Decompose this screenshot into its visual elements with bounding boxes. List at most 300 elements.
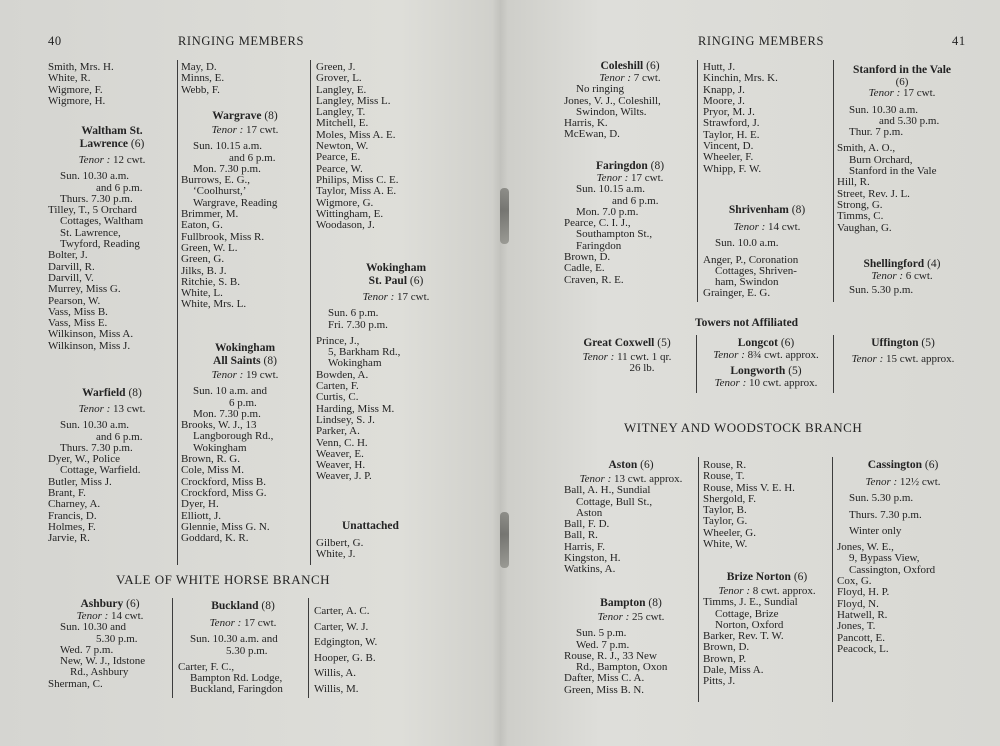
member-name: Burrows, E. G., [181, 174, 251, 187]
member-name: Kinchin, Mrs. K. [703, 72, 778, 85]
column-3 [316, 62, 476, 231]
member-name: Ball, R. [564, 529, 598, 542]
tower-name: Shrivenham [728, 204, 789, 216]
tower-name: Brize Norton [726, 571, 791, 583]
member-name: Rouse, T. [703, 470, 745, 483]
tenor-value: 12 cwt. [113, 154, 146, 166]
practice-time: Thurs. 7.30 p.m. [60, 441, 133, 454]
member-name: Hatwell, R. [837, 608, 888, 621]
member-name: 5, Barkham Rd., [328, 346, 401, 359]
member-name: Cox, G. [837, 575, 872, 588]
member-name: Mitchell, E. [316, 117, 369, 130]
tower-faringdon [564, 160, 696, 286]
tower-name: Longworth [730, 365, 786, 377]
member-name: Sherman, C. [48, 677, 103, 690]
member-name: Carter, F. C., [178, 660, 235, 673]
member-name: Willis, A. [314, 667, 357, 679]
tower-name: Coleshill [600, 60, 644, 72]
member-name: May, D. [181, 61, 217, 73]
member-name: Floyd, H. P. [837, 586, 890, 599]
member-name: Dafter, Miss C. A. [564, 672, 645, 685]
member-name: White, R. [48, 72, 91, 85]
member-name: Dyer, H. [181, 498, 219, 511]
bell-count: (6) [780, 337, 795, 349]
member-name: Langborough Rd., [193, 430, 274, 443]
member-name: Barker, Rev. T. W. [703, 630, 784, 643]
tenor-value: 19 cwt. [246, 369, 279, 381]
member-name: Wigmore, H. [48, 94, 106, 107]
practice-time: Mon. 7.30 p.m. [193, 407, 261, 420]
column-1 [48, 62, 176, 107]
member-name: Norton, Oxford [715, 618, 784, 631]
member-name: Buckland, Faringdon [190, 683, 283, 696]
practice-time: Wed. 7 p.m. [60, 643, 114, 656]
member-name: Pearce, W. [316, 162, 363, 175]
service-time: Sun. 10 a.m. and [193, 385, 267, 398]
service-time: Sun. 10.30 a.m. [60, 419, 130, 432]
member-name: Shergold, F. [703, 492, 757, 505]
bell-count: (5) [921, 337, 935, 349]
member-name: Kingston, H. [564, 552, 621, 565]
member-name: Langley, E. [316, 83, 367, 96]
member-name: Crockford, Miss B. [181, 475, 266, 488]
service-time: Sun. 5.30 p.m. [849, 284, 914, 297]
column-2 [703, 62, 831, 175]
member-name: Bowden, A. [316, 368, 369, 381]
tenor-value: 13 cwt. approx. [614, 473, 683, 485]
member-name: Pryor, M. J. [703, 106, 755, 119]
member-name: Taylor, Miss A. E. [316, 185, 397, 198]
member-name: Green, W. L. [181, 241, 238, 254]
tower-uffington [836, 337, 970, 365]
member-name: Eaton, G. [181, 219, 223, 232]
member-name: Wokingham [328, 357, 382, 370]
tenor-label: Tenor : [78, 154, 111, 166]
branch-title: WITNEY AND WOODSTOCK BRANCH [624, 420, 863, 435]
member-name: Dyer, W., Police [48, 453, 120, 466]
member-name: Carten, F. [316, 380, 359, 393]
tenor-label: Tenor : [599, 72, 632, 84]
tower-coleshill [564, 60, 696, 141]
bell-count: (6) [924, 459, 939, 471]
tower-wargrave [181, 110, 309, 311]
member-name: Green, Miss B. N. [564, 683, 645, 696]
member-name: Harris, F. [564, 540, 605, 553]
member-name: Burn Orchard, [849, 153, 913, 166]
tower-name: Uffington [871, 337, 919, 349]
member-name: Hooper, G. B. [314, 651, 376, 664]
member-name: Southampton St., [576, 228, 653, 241]
tower-name: Buckland [211, 600, 259, 612]
tower-wokingham-st-paul [316, 262, 476, 483]
practice-time: Thur. 7 p.m. [849, 126, 904, 139]
tenor-label: Tenor : [713, 349, 745, 361]
column-rule [172, 598, 173, 698]
member-name: Ball, F. D. [564, 518, 610, 531]
tenor-label: Tenor : [865, 476, 898, 488]
member-name: Jilks, B. J. [181, 264, 227, 277]
tower-longworth [699, 365, 833, 389]
member-name: Vaughan, G. [837, 221, 892, 234]
practice-time: Wed. 7 p.m. [576, 638, 630, 651]
right-page [500, 0, 1000, 746]
tenor-value: 17 cwt. [631, 172, 664, 184]
member-name: Knapp, J. [703, 83, 745, 96]
witney-column-2 [703, 460, 831, 550]
tenor-label: Tenor : [78, 403, 111, 415]
service-time: and 6 p.m. [612, 194, 659, 207]
tower-ashbury [48, 598, 172, 690]
member-name: White, Mrs. L. [181, 298, 247, 311]
column-rule [833, 60, 834, 302]
tower-shellingford [837, 258, 967, 297]
service-note: Winter only [849, 524, 902, 537]
column-rule [308, 598, 309, 698]
member-name: Gilbert, G. [316, 537, 364, 549]
service-time: Sun. 10.30 a.m. [60, 170, 130, 183]
member-name: Brown, D. [703, 641, 750, 654]
member-name: Cottage, Brize [715, 607, 779, 620]
tenor-label: Tenor : [597, 611, 630, 623]
member-name: Harding, Miss M. [316, 402, 395, 415]
bell-count: (8) [650, 160, 665, 172]
member-name: Murrey, Miss G. [48, 283, 121, 296]
member-name: Philips, Miss C. E. [316, 173, 399, 186]
member-name: Bampton Rd. Lodge, [190, 672, 283, 685]
tenor-value: 14 cwt. [111, 610, 144, 622]
tower-name: Great Coxwell [583, 337, 655, 349]
member-name: Butler, Miss J. [48, 475, 112, 488]
service-note: No ringing [576, 83, 624, 96]
service-time: Sun. 10.30 a.m. [849, 103, 919, 116]
tenor-value: 8 cwt. approx. [752, 585, 816, 597]
member-name: Vincent, D. [703, 140, 754, 153]
member-name: Wheeler, G. [703, 526, 757, 539]
member-name: Dale, Miss A. [703, 664, 764, 677]
member-name: Strong, G. [837, 198, 883, 211]
bell-count: (4) [927, 258, 941, 270]
tenor-value-cont: 26 lb. [629, 362, 655, 375]
column-2 [181, 62, 309, 96]
service-time: Sun. 5.30 p.m. [849, 492, 914, 505]
tenor-value: 12½ cwt. [899, 476, 941, 488]
member-name: Darvill, R. [48, 260, 95, 273]
column-rule [832, 457, 833, 702]
member-name: Edgington, W. [314, 636, 378, 648]
member-name: Cottage, Bull St., [576, 495, 653, 508]
tenor-value: 25 cwt. [632, 611, 665, 623]
member-name: Hutt, J. [703, 61, 736, 73]
tower-name: Bampton [600, 597, 646, 609]
service-time: and 5.30 p.m. [879, 114, 940, 127]
tower-aston [564, 459, 698, 576]
tenor-label: Tenor : [362, 291, 395, 303]
bell-count: (8) [648, 597, 662, 609]
tower-name: Wokingham [214, 342, 276, 354]
practice-time: Fri. 7.30 p.m. [328, 318, 388, 331]
member-name: Aston [576, 506, 603, 519]
member-name: Ritchie, S. B. [181, 275, 240, 288]
tower-bampton [564, 597, 698, 696]
bell-count: (6) [640, 459, 654, 471]
member-name: Brown, D. [564, 251, 611, 264]
member-name: Faringdon [576, 239, 622, 252]
member-name: Hill, R. [837, 176, 870, 189]
tower-name: St. Paul [368, 275, 408, 287]
member-name: Newton, W. [316, 140, 369, 153]
member-name: Carter, A. C. [314, 605, 370, 617]
member-name: Harris, K. [564, 117, 608, 130]
running-header-left: RINGING MEMBERS [178, 34, 305, 48]
member-name: Minns, E. [181, 72, 225, 85]
tenor-label: Tenor : [579, 473, 612, 485]
service-time: Sun. 10.0 a.m. [715, 237, 779, 250]
tenor-label: Tenor : [76, 610, 109, 622]
tenor-label: Tenor : [596, 172, 629, 184]
service-time: and 6 p.m. [229, 151, 276, 164]
member-name: Francis, D. [48, 509, 97, 522]
column-rule [833, 335, 834, 393]
running-header-right: RINGING MEMBERS [698, 34, 825, 48]
column-rule [177, 60, 178, 565]
member-name: Stanford in the Vale [849, 165, 937, 178]
tower-name: Wargrave [212, 110, 262, 122]
tenor-value: 14 cwt. [768, 221, 801, 233]
member-name: Weaver, E. [316, 447, 364, 460]
bell-count: (6) [126, 598, 140, 610]
tenor-label: Tenor : [211, 369, 244, 381]
member-name: Craven, R. E. [564, 273, 624, 286]
member-name: Grover, L. [316, 72, 362, 85]
bell-count: (6) [895, 76, 909, 88]
member-name: New, W. J., Idstone [60, 655, 146, 668]
member-name: Webb, F. [181, 83, 220, 96]
tower-stanford-in-the-vale [837, 64, 967, 234]
member-name: Charney, A. [48, 498, 101, 511]
member-name: Cottage, Warfield. [60, 464, 141, 477]
column-rule [696, 335, 697, 393]
practice-time: Thurs. 7.30 p.m. [60, 192, 133, 205]
bell-count: (6) [646, 60, 660, 72]
tenor-label: Tenor : [851, 353, 884, 365]
column-rule [697, 60, 698, 302]
member-name: Lindsey, S. J. [316, 413, 375, 426]
member-name: Wilkinson, Miss A. [48, 328, 134, 341]
member-name: Moles, Miss A. E. [316, 128, 396, 141]
member-name: Pearson, W. [48, 294, 101, 307]
member-name: Glennie, Miss G. N. [181, 520, 270, 533]
vale-column-3 [314, 604, 464, 697]
member-name: Swindon, Wilts. [576, 105, 647, 118]
tenor-value: 13 cwt. [113, 403, 146, 415]
member-name: Rd., Ashbury [70, 666, 129, 679]
tower-longcot [699, 337, 833, 361]
member-name: Pitts, J. [703, 675, 736, 688]
bell-count: (8) [263, 355, 277, 367]
member-name: Cottages, Shriven- [715, 264, 797, 277]
service-time: and 6 p.m. [96, 181, 143, 194]
section-title: Unattached [342, 520, 399, 532]
member-name: Smith, A. O., [837, 142, 896, 155]
bell-count: (6) [409, 275, 424, 287]
tower-name: Longcot [737, 337, 778, 349]
member-name: Brimmer, M. [181, 208, 239, 221]
member-name: Venn, C. H. [316, 436, 368, 449]
bell-count: (8) [264, 110, 278, 122]
member-name: Brant, F. [48, 487, 86, 500]
tower-name: Shellingford [863, 258, 925, 270]
member-name: Brown, R. G. [181, 453, 240, 466]
member-name: 9, Bypass View, [849, 552, 920, 565]
member-name: Wargrave, Reading [193, 196, 278, 209]
member-name: Peacock, L. [837, 642, 889, 655]
tenor-label: Tenor : [209, 617, 242, 629]
practice-time: Thurs. 7.30 p.m. [849, 508, 922, 521]
member-name: Cottages, Waltham [60, 215, 144, 228]
book-spine [492, 0, 508, 746]
member-name: Green, J. [316, 61, 356, 73]
tenor-label: Tenor : [868, 87, 901, 100]
tower-wokingham-all-saints [181, 342, 309, 544]
tower-name: Lawrence [79, 138, 129, 150]
member-name: Elliott, J. [181, 509, 222, 522]
member-name: Jones, T. [837, 620, 876, 633]
member-name: White, L. [181, 287, 223, 300]
tenor-value: 17 cwt. [246, 124, 279, 136]
tower-brize-norton [703, 571, 831, 688]
member-name: Wheeler, F. [703, 151, 754, 164]
member-name: Fullbrook, Miss R. [181, 230, 265, 243]
tower-name: Ashbury [80, 598, 124, 610]
member-name: Vass, Miss B. [48, 305, 108, 318]
tower-name: Wokingham [365, 262, 427, 274]
tenor-value: 8¾ cwt. approx. [747, 349, 819, 361]
member-name: Taylor, G. [703, 515, 748, 528]
member-name: Weaver, J. P. [316, 470, 372, 483]
member-name: Anger, P., Coronation [703, 253, 799, 266]
member-name: Wilkinson, Miss J. [48, 339, 131, 352]
member-name: Jarvie, R. [48, 532, 90, 545]
member-name: Parker, A. [316, 425, 360, 438]
tower-name: Aston [608, 459, 638, 471]
tower-name: All Saints [213, 355, 261, 367]
service-time: 5.30 p.m. [96, 632, 138, 645]
page-number-left: 40 [48, 34, 62, 48]
member-name: Darvill, V. [48, 271, 94, 284]
member-name: Floyd, N. [837, 597, 879, 610]
practice-time: Mon. 7.30 p.m. [193, 162, 261, 175]
member-name: Wigmore, G. [316, 196, 374, 209]
member-name: Vass, Miss E. [48, 317, 108, 330]
tenor-value: 7 cwt. [633, 72, 661, 84]
member-name: Woodason, J. [316, 219, 375, 232]
service-time: 5.30 p.m. [226, 644, 268, 657]
member-name: Pearce, E. [316, 151, 361, 164]
member-name: Carter, W. J. [314, 620, 369, 633]
member-name: Jones, V. J., Coleshill, [564, 94, 661, 107]
tower-name: Cassington [867, 459, 923, 471]
service-time: Sun. 10.15 a.m. [576, 183, 646, 196]
practice-time: Mon. 7.0 p.m. [576, 205, 639, 218]
tenor-value: 17 cwt. [397, 291, 430, 303]
tower-waltham [48, 125, 176, 352]
tenor-value: 10 cwt. approx. [749, 377, 818, 389]
column-rule [310, 60, 311, 565]
member-name: Watkins, A. [564, 563, 616, 576]
member-name: Moore, J. [703, 94, 745, 107]
tenor-value: 17 cwt. [244, 617, 277, 629]
member-name: ‘Coolhurst,’ [193, 185, 247, 198]
section-title: Towers not Affiliated [695, 317, 799, 329]
member-name: Tilley, T., 5 Orchard [48, 204, 137, 217]
tenor-value: 17 cwt. [903, 87, 936, 100]
member-name: Taylor, H. E. [703, 128, 760, 141]
member-name: Cadle, E. [564, 262, 605, 275]
tenor-label: Tenor : [211, 124, 244, 136]
member-name: Ball, A. H., Sundial [564, 484, 651, 497]
member-name: McEwan, D. [564, 128, 620, 141]
member-name: Wigmore, F. [48, 83, 103, 96]
column-rule [698, 457, 699, 702]
bell-count: (6) [793, 571, 808, 583]
bell-count: (6) [130, 138, 145, 150]
service-time: Sun. 10.30 a.m. and [190, 633, 278, 646]
tower-buckland [178, 600, 308, 696]
service-time: and 6 p.m. [96, 430, 143, 443]
unattached-section [316, 520, 476, 561]
bell-count: (5) [788, 365, 802, 377]
member-name: Willis, M. [314, 682, 359, 695]
member-name: Rouse, Miss V. E. H. [703, 481, 795, 494]
member-name: Street, Rev. J. L. [837, 187, 910, 200]
member-name: Smith, Mrs. H. [48, 61, 114, 73]
member-name: Pancott, E. [837, 631, 885, 644]
member-name: Weaver, H. [316, 459, 366, 472]
branch-title: VALE OF WHITE HORSE BRANCH [116, 572, 331, 587]
tower-cassington [837, 459, 969, 655]
member-name: Crockford, Miss G. [181, 486, 267, 499]
service-time: Sun. 5 p.m. [576, 627, 627, 640]
bell-count: (8) [261, 600, 275, 612]
bell-count: (5) [657, 337, 671, 349]
member-name: Wittingham, E. [316, 207, 384, 220]
service-time: Sun. 10.30 and [60, 621, 126, 634]
member-name: Bolter, J. [48, 249, 88, 262]
tower-name: Warfield [82, 387, 126, 399]
bell-count: (8) [128, 387, 142, 399]
tenor-label: Tenor : [718, 585, 750, 597]
service-time: Sun. 10.15 a.m. [193, 140, 263, 153]
tower-name: Stanford in the Vale [852, 64, 952, 76]
member-name: Grainger, E. G. [703, 287, 771, 300]
member-name: Timms, J. E., Sundial [703, 596, 798, 609]
member-name: Pearce, C. I. J., [564, 217, 631, 230]
member-name: Twyford, Reading [60, 238, 140, 251]
member-name: Prince, J., [316, 334, 360, 347]
member-name: Holmes, F. [48, 520, 96, 533]
member-name: Langley, Miss L. [316, 94, 391, 107]
member-name: Cole, Miss M. [181, 464, 244, 477]
member-name: Taylor, B. [703, 504, 747, 517]
member-name: Timms, C. [837, 210, 884, 223]
member-name: ham, Swindon [715, 276, 779, 289]
member-name: Langley, T. [316, 106, 366, 119]
staple [493, 188, 515, 250]
tower-name: Waltham St. [81, 125, 143, 137]
service-time: 6 p.m. [229, 396, 257, 409]
member-name: Strawford, J. [703, 117, 760, 130]
member-name: Curtis, C. [316, 391, 359, 404]
